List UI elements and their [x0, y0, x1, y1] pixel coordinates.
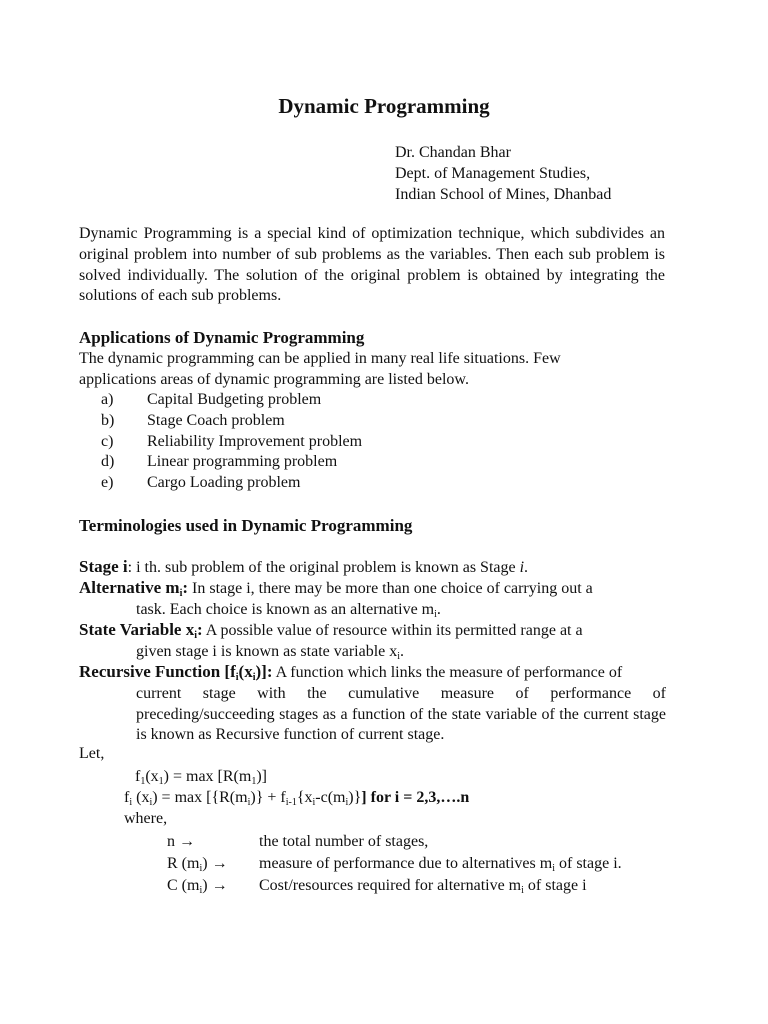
definition-arrow: → [175, 833, 195, 850]
definition-row [167, 831, 622, 853]
term-state-line1: A possible value of resource within its permitted range at a [202, 622, 583, 639]
term-state-line2-end: . [400, 642, 405, 660]
term-recursive-label-a: Recursive Function [f [79, 662, 236, 681]
eq2-sub: i [345, 797, 349, 808]
term-stage-italic: i [519, 559, 525, 576]
list-item [101, 473, 362, 494]
list-item [101, 411, 362, 432]
term-stage-text: : i th. sub problem of the original problem is known as Stage [127, 559, 520, 576]
eq2-sub: i [149, 797, 153, 808]
eq2-sub: i [129, 797, 133, 808]
list-marker: b) [101, 411, 115, 429]
applications-intro [79, 349, 669, 391]
term-recursive-sub2: i [252, 672, 256, 683]
list-item [101, 452, 362, 473]
term-recursive-body: current stage with the cumulative measure of performance of preceding/succeeding stages as a function of the state variable of the current stage is known as Recursive function of current stage. [136, 684, 666, 744]
definitions-list [167, 831, 622, 897]
eq2-sub: i [247, 797, 251, 808]
eq2-bold: ] for i = 2,3,….n [361, 789, 470, 806]
definition-symbol-text: C (m [167, 877, 200, 894]
equation-2 [124, 789, 469, 807]
definition-symbol-text: n [167, 833, 175, 850]
definition-text [259, 831, 428, 853]
definition-symbol-text: R (m [167, 855, 200, 872]
author-institute: Indian School of Mines, Dhanbad [395, 186, 612, 203]
term-stage-end: . [524, 559, 529, 576]
term-stage-label: Stage i [79, 557, 128, 576]
term-alternative-line2-sub: i [434, 608, 437, 620]
definition-text-part: measure of performance due to alternatives m [259, 855, 553, 872]
definition-text-end: of stage i [523, 877, 587, 894]
author-name: Dr. Chandan Bhar [395, 144, 511, 161]
eq1-part: )] [256, 768, 267, 785]
definition-row [167, 853, 622, 875]
eq2-part: )} [348, 789, 362, 806]
term-recursive-label-b: (x [238, 662, 253, 681]
list-marker: a) [101, 391, 114, 408]
eq2-part: ) = max [{R(m [152, 789, 248, 806]
term-state-line2: given stage i is known as state variable x [136, 642, 398, 660]
page-title: Dynamic Programming [278, 94, 490, 118]
term-recursive-function [79, 662, 666, 746]
list-marker: e) [101, 474, 114, 492]
definition-text [259, 853, 622, 875]
definition-text [259, 875, 587, 897]
author-dept: Dept. of Management Studies, [395, 165, 591, 182]
list-item [101, 390, 362, 411]
list-text: Cargo Loading problem [147, 474, 301, 492]
eq1-part: (x [145, 768, 159, 785]
applications-intro-line1: The dynamic programming can be applied in many real life situations. Few [79, 350, 561, 367]
term-alternative [79, 578, 666, 621]
list-text: Reliability Improvement problem [147, 432, 363, 450]
definition-arrow: ) → [202, 855, 228, 872]
definition-text-sub: i [552, 863, 555, 874]
eq2-part: f [124, 789, 130, 806]
eq1-part: ) = max [R(m [163, 768, 252, 785]
definition-symbol-sub: i [199, 863, 203, 874]
eq1-sub: 1 [140, 776, 146, 787]
eq2-part: {x [296, 789, 313, 806]
term-state-label: State Variable x [79, 620, 195, 639]
term-alternative-colon: : [182, 578, 189, 597]
eq2-sub: i [312, 797, 316, 808]
intro-paragraph: Dynamic Programming is a special kind of optimization technique, which subdivides an original problem into number of sub problems as the variables. Then each sub problem is solved individually. The solution of the original problem is obtained by integrating the solutions of each sub problems. [79, 225, 665, 305]
term-alternative-line2: task. Each choice is known as an alternative m [136, 600, 435, 618]
list-item [101, 432, 362, 453]
where-label: where, [124, 810, 168, 827]
definition-text-end: of stage i. [554, 855, 622, 872]
definition-symbol [167, 831, 259, 853]
definition-symbol-sub: i [199, 885, 203, 896]
list-text: Capital Budgeting problem [147, 391, 322, 408]
term-recursive-sub1: i [235, 672, 239, 683]
list-marker: c) [101, 432, 114, 450]
term-recursive-line1: A function which links the measure of performance of [272, 664, 623, 681]
terminologies-heading: Terminologies used in Dynamic Programming [79, 516, 413, 535]
eq1-part: f [135, 768, 141, 785]
definition-arrow: ) → [202, 877, 228, 894]
list-text: Linear programming problem [147, 453, 338, 471]
term-alternative-line2-end: . [436, 600, 441, 618]
list-text: Stage Coach problem [147, 411, 285, 429]
definition-text-sub: i [521, 885, 524, 896]
term-recursive-label-c: )]: [255, 662, 273, 681]
eq2-part: -c(m [315, 789, 346, 806]
definition-text-part: Cost/resources required for alternative m [259, 877, 522, 894]
term-state-sub: i [194, 630, 198, 641]
definition-symbol [167, 875, 259, 897]
definition-symbol [167, 853, 259, 875]
term-alternative-line1: In stage i, there may be more than one choice of carrying out a [188, 580, 593, 597]
eq1-sub: 1 [251, 776, 257, 787]
term-alternative-label: Alternative m [79, 578, 180, 597]
definition-text-part: the total number of stages, [259, 833, 429, 850]
list-marker: d) [101, 453, 115, 471]
let-label: Let, [79, 745, 105, 762]
term-state-colon: : [197, 620, 203, 639]
eq1-sub: 1 [158, 776, 164, 787]
applications-intro-line2: applications areas of dynamic programming are listed below. [79, 370, 469, 388]
eq2-part: (x [132, 789, 150, 806]
eq2-part: )} + f [250, 789, 286, 806]
author-block [395, 142, 611, 205]
term-alternative-sub: i [179, 588, 183, 599]
term-stage [79, 557, 666, 579]
definition-row [167, 875, 622, 897]
term-state-line2-sub: i [397, 650, 401, 662]
term-state-variable [79, 620, 666, 663]
eq2-sub: i-1 [285, 797, 297, 808]
applications-heading: Applications of Dynamic Programming [79, 328, 365, 347]
equation-1 [135, 768, 267, 786]
applications-list [101, 390, 362, 494]
